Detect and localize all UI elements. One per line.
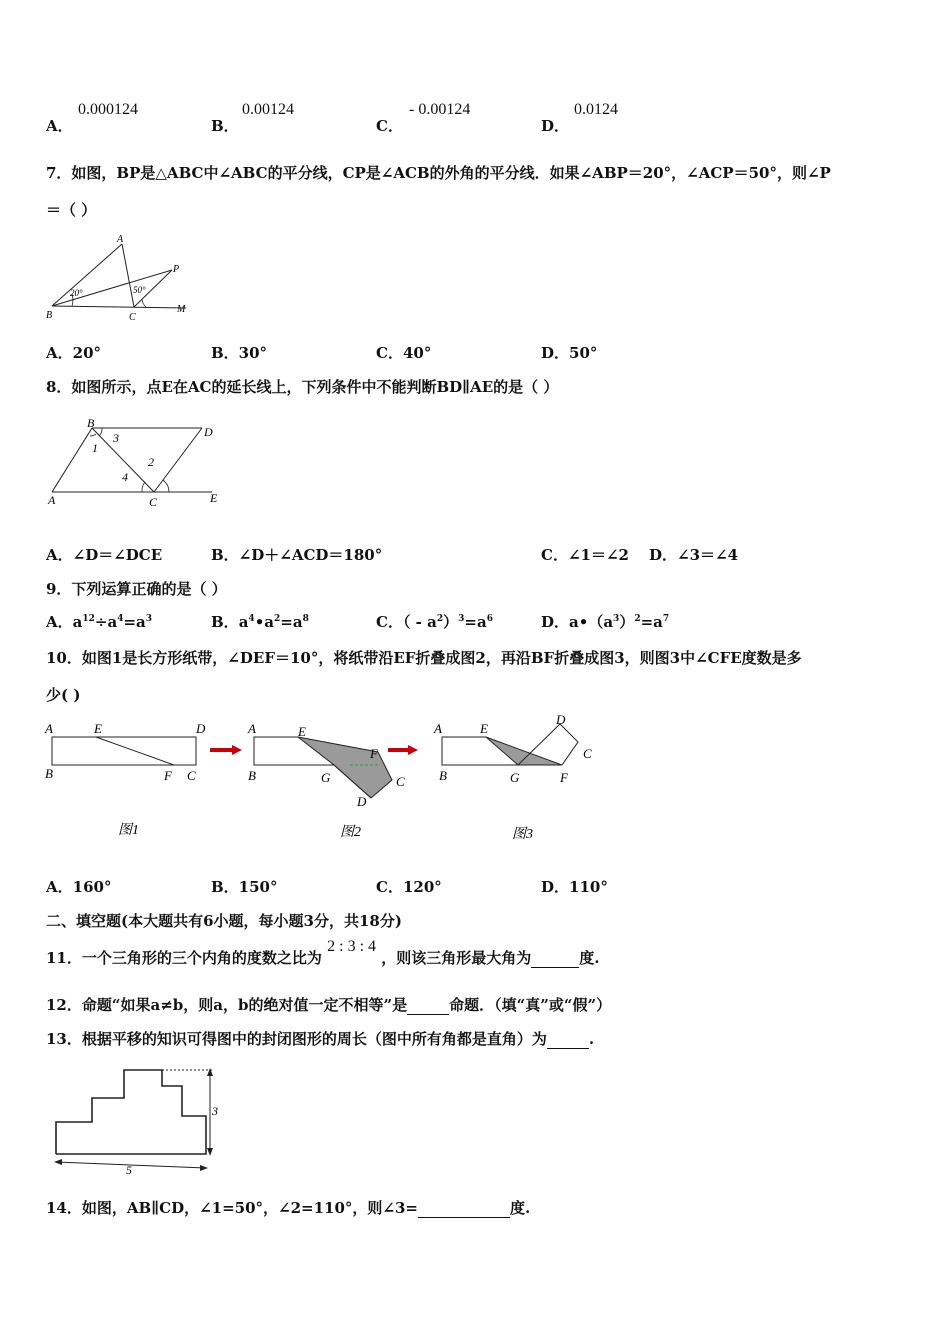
q6-option-a [46, 115, 73, 136]
exponent: 2 [436, 614, 444, 624]
angle-3-label: 3 [113, 431, 119, 445]
q7-text-line2: ＝（ ） [46, 201, 97, 219]
q7-text-line1: 7．如图，BP是△ABC中∠ABC的平分线，CP是∠ACB的外角的平分线．如果∠ABP＝20°，∠ACP＝50°，则∠P [46, 164, 831, 182]
exponent: 7 [662, 614, 670, 624]
exponent: 4 [117, 614, 124, 624]
q9-option-d [541, 611, 669, 632]
section-heading: 二、填空题(本大题共有6小题，每小题3分，共18分) [46, 912, 402, 930]
term: a [238, 613, 249, 631]
option-letter: D． [541, 117, 570, 135]
term: （ - a [402, 613, 437, 631]
q7-option-a: A．20° [46, 344, 102, 362]
q7-option-d: D．50° [541, 344, 598, 362]
exponent: 3 [458, 614, 465, 624]
point-m-label: M [177, 304, 186, 315]
point-b-label: B [46, 310, 53, 321]
option-letter: B． [211, 117, 239, 135]
term: a•（a [569, 613, 614, 631]
q9-text: 9．下列运算正确的是（ ） [46, 580, 227, 598]
q12-text [46, 994, 611, 1015]
q8-option-b: B．∠D＋∠ACD＝180° [211, 546, 383, 564]
q12-answer-blank[interactable] [407, 1014, 449, 1015]
fig1-f-label: F [164, 768, 172, 783]
term: •a [254, 613, 274, 631]
q7-figure [44, 232, 194, 322]
q6-option-c-value: - 0.00124 [409, 101, 471, 118]
q9-option-b [211, 611, 309, 632]
q12-end: 命题．（填“真”或“假”） [449, 996, 612, 1014]
fig3-c-label: C [583, 746, 592, 761]
q13-figure [44, 1058, 234, 1178]
q14-answer-blank[interactable] [418, 1217, 510, 1218]
q6-option-c [376, 115, 403, 136]
fig2-a-label: A [248, 721, 256, 736]
fig1-c-label: C [187, 768, 196, 783]
fig2-g-label: G [321, 770, 331, 785]
point-a-label: A [48, 493, 56, 507]
exponent: 6 [486, 614, 493, 624]
q6-option-a-value: 0.000124 [78, 101, 138, 118]
point-b-label: B [87, 416, 95, 430]
q11-end: 度. [579, 949, 600, 967]
exponent: 4 [248, 614, 255, 624]
q14-end: 度. [509, 1199, 531, 1217]
q11-ratio: 2 : 3 : 4 [327, 938, 377, 955]
q6-option-d [541, 115, 569, 136]
arrow-right-icon [408, 745, 418, 755]
q13-pre: 13．根据平移的知识可得图中的封闭图形的周长（图中所有角都是直角）为 [46, 1030, 547, 1048]
exponent: 2 [274, 614, 281, 624]
q11-text [46, 938, 600, 968]
fig3-e-label: E [480, 721, 488, 736]
q13-text [46, 1028, 594, 1049]
q8-figure [44, 414, 234, 514]
fig2-f-label: F [370, 746, 378, 761]
q6-option-b [211, 115, 239, 136]
fig1-caption: 图1 [118, 823, 139, 838]
point-c-label: C [149, 495, 158, 509]
term: =a [123, 613, 146, 631]
term: =a [464, 613, 487, 631]
point-c-label: C [129, 312, 136, 322]
fig3-g-label: G [510, 770, 520, 785]
q10-option-d: D．110° [541, 878, 608, 896]
q8-option-a: A．∠D＝∠DCE [46, 546, 163, 564]
term: ） [443, 613, 459, 631]
fig1-e-label: E [94, 721, 102, 736]
fig2-b-label: B [248, 768, 256, 783]
q10-option-b: B．150° [211, 878, 278, 896]
bottom-length-label: 5 [126, 1163, 132, 1177]
term: ÷a [94, 613, 118, 631]
q6-option-b-value: 0.00124 [242, 101, 294, 118]
exponent: 12 [82, 614, 95, 624]
option-letter: A． [46, 613, 73, 631]
fig1-b-label: B [45, 766, 53, 781]
q13-answer-blank[interactable] [547, 1048, 589, 1049]
point-p-label: P [173, 264, 180, 275]
side-length-label: 3 [212, 1104, 218, 1118]
q7-option-b: B．30° [211, 344, 268, 362]
option-letter: C． [376, 117, 403, 135]
q14-text [46, 1197, 530, 1218]
q8-text: 8．如图所示，点E在AC的延长线上，下列条件中不能判断BD∥AE的是（ ） [46, 378, 559, 396]
q10-figures [40, 712, 610, 847]
q12-pre: 12．命题“如果a≠b，则a，b的绝对值一定不相等”是 [46, 996, 408, 1014]
term: =a [640, 613, 663, 631]
angle-2-label: 2 [148, 455, 154, 469]
q14-pre: 14．如图，AB∥CD，∠1=50°，∠2=110°，则∠3= [46, 1199, 418, 1217]
arrow-right-icon [232, 745, 242, 755]
q8-option-c: C．∠1＝∠2 [541, 546, 629, 564]
q10-option-c: C．120° [376, 878, 442, 896]
q10-option-a: A．160° [46, 878, 112, 896]
q9-option-a [46, 611, 152, 632]
fig3-b-label: B [439, 768, 447, 783]
angle-20-label: 20° [70, 288, 83, 298]
q8-option-d: D．∠3＝∠4 [649, 546, 739, 564]
point-a-label: A [117, 234, 124, 245]
fig1-a-label: A [45, 721, 53, 736]
option-letter: C． [376, 613, 403, 631]
fig2-c-label: C [396, 774, 405, 789]
q10-text-line2: 少( ) [46, 686, 81, 704]
angle-50-label: 50° [133, 285, 146, 295]
fig2-d-label: D [357, 794, 367, 809]
exponent: 2 [634, 614, 641, 624]
term: a [72, 613, 83, 631]
fig1-d-label: D [196, 721, 206, 736]
option-letter: D． [541, 613, 570, 631]
q7-option-c: C．40° [376, 344, 432, 362]
fig3-a-label: A [434, 721, 442, 736]
term: ） [619, 613, 635, 631]
exponent: 8 [302, 614, 309, 624]
q6-option-d-value: 0.0124 [574, 101, 618, 118]
fig2-caption: 图2 [340, 825, 361, 840]
q11-answer-blank[interactable] [531, 967, 579, 968]
q13-end: . [588, 1030, 595, 1048]
angle-1-label: 1 [92, 441, 98, 455]
point-d-label: D [204, 425, 213, 439]
q9-option-c [376, 611, 493, 632]
fig3-d-label: D [556, 712, 566, 727]
term: =a [280, 613, 303, 631]
fig3-f-label: F [560, 770, 568, 785]
point-e-label: E [210, 491, 218, 505]
q10-text-line1: 10．如图1是长方形纸带，∠DEF＝10°，将纸带沿EF折叠成图2，再沿BF折叠成图3，则图3中∠CFE度数是多 [46, 649, 802, 667]
q11-pre: 11．一个三角形的三个内角的度数之比为 [46, 949, 322, 967]
exponent: 3 [145, 614, 153, 624]
option-letter: A． [46, 117, 73, 135]
option-letter: B． [211, 613, 239, 631]
angle-4-label: 4 [122, 470, 128, 484]
fig3-caption: 图3 [512, 827, 533, 842]
exponent: 3 [613, 614, 620, 624]
q11-post: ，则该三角形最大角为 [381, 949, 532, 967]
fig2-e-label: E [298, 724, 306, 739]
